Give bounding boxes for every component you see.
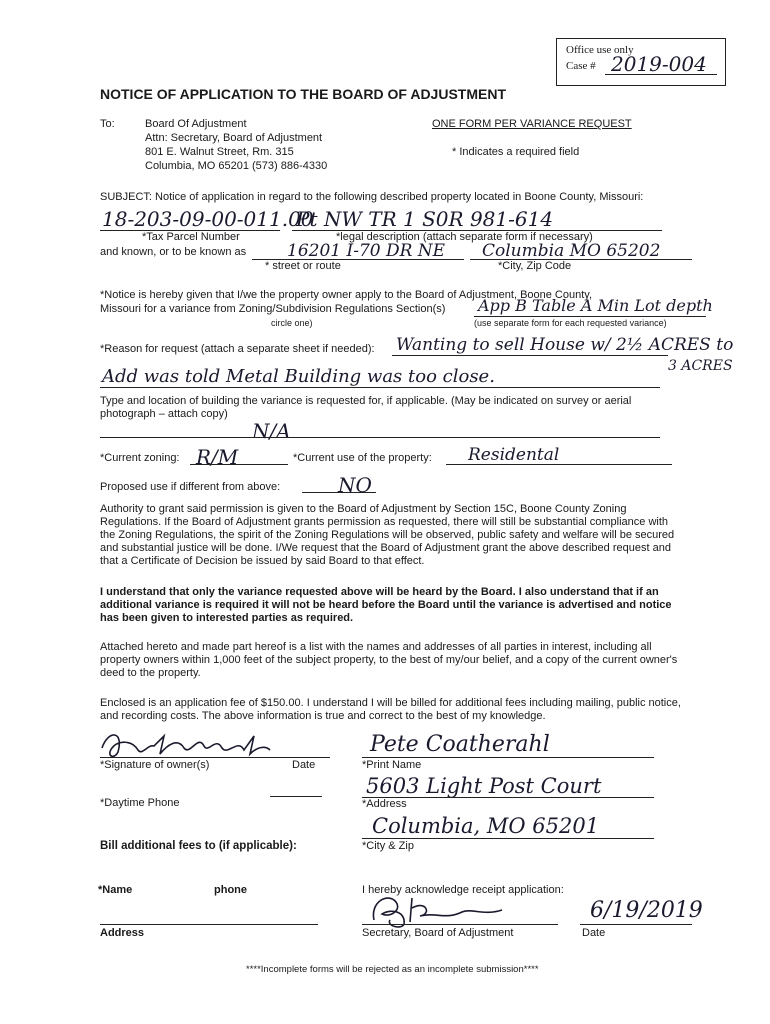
office-use-label: Office use only [566, 44, 634, 56]
attached-paragraph: Attached hereto and made part hereof is a list with the names and addresses of all parties in interest, including all property owners within 1,000 feet of the subject property, to the best of my/our belief, and a copy of the current owner's deed to the property. [100, 641, 678, 679]
bill-fees-label: Bill additional fees to (if applicable): [100, 840, 297, 852]
subject-line: SUBJECT: Notice of application in regard to the following described property located in Boone County, Missouri: [100, 191, 644, 203]
print-name-label: *Print Name [362, 759, 422, 771]
bill-phone-label: phone [214, 884, 247, 896]
notice-line-1: *Notice is hereby given that I/we the property owner apply to the Board of Adjustment, Boone County, [100, 289, 593, 301]
legal-description-value: Pt NW TR 1 S0R 981-614 [296, 207, 554, 231]
authority-paragraph: Authority to grant said permission is given to the Board of Adjustment by Section 15C, Boone County Zoning Regulations. If the Board of Adjustment grants permission as requested, there will still be substantial compliance with the Zoning Regulations, the spirit of the Zoning Regulations will be observed, public safety and welfare will be secured and substantial justice will be done. I/We request that the Board of Adjustment grant the above described request and that a Certificate of Decision be issued by said Board to that effect. [100, 503, 675, 567]
building-label: Type and location of building the variance is requested for, if applicable. (May be indicated on survey or aerial photograph – attach copy) [100, 395, 632, 420]
current-use-value: Residental [468, 445, 560, 465]
proposed-use-value: NO [338, 473, 372, 497]
address-label: *Address [362, 798, 407, 810]
parcel-number-value: 18-203-09-00-011.00 [102, 207, 314, 231]
print-name-value: Pete Coatherahl [370, 732, 550, 757]
to-line-3: 801 E. Walnut Street, Rm. 315 [145, 146, 294, 158]
city-zip-signature-label: *City & Zip [362, 840, 414, 852]
receipt-date-label: Date [582, 927, 606, 939]
to-line-2: Attn: Secretary, Board of Adjustment [145, 132, 323, 144]
reason-line-2: Add was told Metal Building was too close. [102, 366, 495, 387]
receipt-label: I hereby acknowledge receipt application: [362, 884, 564, 896]
street-label: * street or route [265, 260, 341, 272]
street-value: 16201 I-70 DR NE [287, 241, 446, 261]
current-zoning-label: *Current zoning: [100, 452, 180, 464]
city-zip-value: Columbia MO 65202 [482, 241, 661, 261]
city-zip-signature-value: Columbia, MO 65201 [372, 814, 600, 838]
daytime-phone-label: *Daytime Phone [100, 797, 180, 809]
proposed-use-label: Proposed use if different from above: [100, 481, 281, 493]
receipt-date-value: 6/19/2019 [590, 898, 703, 923]
signature-label: *Signature of owner(s) [100, 759, 210, 771]
separate-form-note: (use separate form for each requested variance) [474, 318, 667, 328]
current-zoning-value: R/M [196, 445, 239, 469]
legal-description-label: *legal description (attach separate form if necessary) [336, 231, 593, 243]
office-use-box [556, 38, 726, 86]
notice-line-2: Missouri for a variance from Zoning/Subdivision Regulations Section(s) [100, 303, 446, 315]
signature-date-label: Date [292, 759, 316, 771]
case-number: 2019-004 [611, 52, 707, 76]
understand-paragraph: I understand that only the variance requested above will be heard by the Board. I also understand that if an additional variance is required it will not be heard before the Board until the variance is advertised and notice has been given to interested parties as required. [100, 586, 672, 624]
building-value: N/A [252, 419, 291, 443]
circle-note: circle one) [271, 318, 313, 328]
address-value: 5603 Light Post Court [366, 774, 602, 798]
to-line-4: Columbia, MO 65201 (573) 886-4330 [145, 160, 328, 172]
one-form-heading: ONE FORM PER VARIANCE REQUEST [432, 118, 632, 130]
to-line-1: Board Of Adjustment [145, 118, 247, 130]
city-zip-label: *City, Zip Code [498, 260, 572, 272]
bill-name-label: *Name [98, 884, 133, 896]
known-as-label: and known, or to be known as [100, 246, 247, 258]
reason-side-note: 3 ACRES [668, 358, 733, 374]
bill-address-label: Address [100, 927, 145, 939]
required-note: * Indicates a required field [452, 146, 580, 158]
to-label: To: [100, 118, 115, 130]
reason-label: *Reason for request (attach a separate sheet if needed): [100, 343, 375, 355]
section-value: App B Table A Min Lot depth [478, 296, 713, 315]
page-title: NOTICE OF APPLICATION TO THE BOARD OF ADJUSTMENT [100, 86, 506, 102]
reason-line-1: Wanting to sell House w/ 2½ ACRES to [396, 335, 734, 355]
enclosed-paragraph: Enclosed is an application fee of $150.00. I understand I will be billed for additional fees including mailing, public notice, and recording costs. The above information is true and correct to the best of my knowledge. [100, 697, 681, 722]
current-use-label: *Current use of the property: [293, 452, 432, 464]
case-label: Case # [566, 60, 596, 72]
footer-note: ****Incomplete forms will be rejected as an incomplete submission**** [246, 964, 539, 975]
parcel-number-label: *Tax Parcel Number [142, 231, 240, 243]
secretary-label: Secretary, Board of Adjustment [362, 927, 514, 939]
